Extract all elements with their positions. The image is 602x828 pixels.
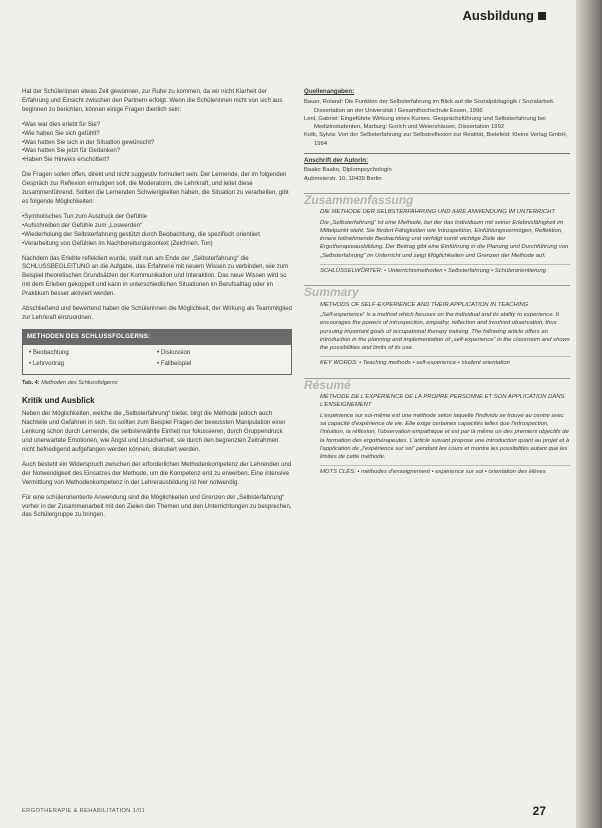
method-item: • Diskussion [157, 349, 285, 358]
list-item: • Wiederholung der Selbsterfahrung gestützt durch Beobachtung, die spezifisch orientiert [22, 231, 292, 240]
list-item: • Was hatten Sie jetzt für Gedanken? [22, 147, 292, 156]
page-binding-shadow [576, 0, 602, 828]
caption-label: Tab. 4: [22, 379, 40, 386]
abstract-fr [304, 393, 570, 477]
right-column [304, 88, 570, 479]
keywords: SCHLÜSSELWÖRTER: • Unterrichtsmethoden • Selbsterfahrung • Schülerorientierung [320, 264, 570, 275]
abstract-heading-en: Summary [304, 285, 570, 296]
source-entry: Lenl, Gabriel: Eingeführte Wirkung eines Kurses. Gesprächsführung und Selbsterfahrung bei Medizinstudenten, Marburg: Gorich und Weiershäuser, Dissertation 1992 [304, 115, 546, 131]
abstract-heading-de: Zusammenfassung [304, 193, 570, 204]
source-entry: Bauer, Roland: Die Funktion der Selbsterfahrung im Blick auf die Sozialpädagogik / Sozialarbeit. Dissertation an der Universität / Gesamthochschule Essen, 1996 [304, 99, 555, 114]
keywords: MOTS CLÉS: • méthodes d'enseignement • expérience sur soi • orientation des élèves [320, 465, 570, 476]
author-address-heading: Anschrift der Autorin: [304, 157, 369, 165]
abstract-text: „Self-experience“ is a method which focuses on the individual and its ability to experience. It encourages the powers of introspection, empathy, reflection and involved observation, thus pursuing important goals of occupational therapy training. The following article offers an introduction in the planning and implementation of „self-experience“ in the classroom and shows the possibilities and limits of its use. [320, 311, 570, 352]
critique-heading: Kritik und Ausblick [22, 396, 95, 406]
source-entry: Kolb, Sylvia: Von der Selbsterfahrung zur Selbstreflexion zur Realität, Bielefeld: Kleine Verlag GmbH, 1994 [304, 132, 568, 147]
list-item: • Was hatten Sie sich in der Situation gewünscht? [22, 139, 292, 148]
section-header [463, 8, 547, 23]
abstract-text: L'expérience sur soi-même est une méthode selon laquelle l'individu se trouve au centre avec sa capacité d'expérience de vie. Elle exige certaines capacités telles que l'introspection, l'intuition, la réflexion, l'observation empathique et est par là même un des premiers objectifs de la formation des ergothérapeutes. L'article suivant propose une introduction quant au projet et à l'application de „l'expérience sur soi“ pendant les cours et montre les possibilités autant que les limites de cette méthode. [320, 412, 570, 461]
abstract-title: MÉTHODE DE L'EXPÉRIENCE DE LA PROPRE PERSONNE ET SON APPLICATION DANS L'ENSEIGNEMENT [320, 394, 565, 409]
intro-paragraph: Hat der Schülerinnen etwas Zeit gewonnen, zur Ruhe zu kommen, da wir nicht Klarheit der Erfahrung und Einsicht zwischen den Partnern erfolgt. Wenn die Schülerinnen nicht von sich aus beginnen zu berichten, können einige Fragen dienlich sein: [22, 88, 283, 113]
journal-footer: ERGOTHERAPIE & REHABILITATION 1/01 [22, 808, 146, 814]
methods-box-grid [23, 345, 291, 374]
page-number: 27 [532, 804, 546, 818]
divider [304, 153, 570, 154]
abstract-title: METHODS OF SELF-EXPERIENCE AND THEIR APPLICATION IN TEACHING [320, 301, 529, 308]
abstract-text: Die „Selbsterfahrung“ ist eine Methode, bei der das Individuum mit seiner Erlebnisfähigkeit im Mittelpunkt steht. Sie fördert Fähigkeiten wie Introspektion, Einfühlungsvermögen, Reflektion, innere teilnehmende Beobachtung und verfolgt somit wichtige Ziele der Ergotherapieausbildung. Der Beitrag gibt eine Einführung in die Planung und Durchführung von „Selbsterfahrung“ im Unterricht und zeigt Möglichkeiten und Grenzen der Methode auf. [320, 219, 569, 259]
author-address-line: Baako Baako, Diplompsychologin [304, 167, 392, 174]
paragraph: Die Fragen sollen offen, direkt und nicht suggestiv formuliert sein. Der Lernende, der im folgenden Gespräch zur Reflexion ermutigen soll, die Moderatorin, die Lehrkraft, und leitet diese zusammenführend. Sollten die Lernenden Schwierigkeiten haben, die Situation zu verarbeiten, gibt es folgende Möglichkeiten: [22, 171, 289, 205]
methods-box-title: METHODEN DES SCHLUSSFOLGERNS: [23, 330, 291, 345]
list-item: • Wie haben Sie sich gefühlt? [22, 130, 292, 139]
sources-heading: Quellenangaben: [304, 88, 355, 95]
abstract-title: DIE METHODE DER SELBSTERFAHRUNG UND IHRE ANWENDUNG IM UNTERRICHT [320, 209, 555, 216]
list-item: • Aufschreiben der Gefühle zum „Loswerden“ [22, 222, 292, 231]
left-column [22, 88, 292, 526]
paragraph: Nachdem das Erlebte reflektiert wurde, stellt nun am Ende der „Selbsterfahrung“ die SCHLUSSBEGLEITUNG an die Aufgabe, das Erfahrene mit neuem Wissen zu verbinden, wie zum Beispiel theoretischen Grundsätzen der Kommunikation und Interaktion. Das neue Wissen wird so mit dem Erleben gekoppelt und kann in unterschiedlichen Situationen im Berufsalltag oder im Praktikum besser aktiviert werden. [22, 254, 289, 298]
keywords: KEY WORDS: • Teaching methods • self-experience • student orientation [320, 356, 570, 367]
caption-text: Methoden des Schlussfolgerns [41, 379, 118, 386]
paragraph: Für eine schülerorientierte Anwendung sind die Möglichkeiten und Grenzen der „Selbsterfahrung“ vorher in der Zusammenarbeit mit den Zielen den Themen und den Unterrichtungen zu besprechen, das Schülergruppe zu bringen. [22, 493, 292, 519]
table-caption [22, 379, 292, 388]
paragraph: Abschließend und bewertend haben die Schülerinnen die Möglichkeit, der Wirkung als Teammitglied zur Lehrkraft einzuordnen. [22, 305, 292, 321]
options-list [22, 213, 292, 249]
list-item: • Verarbeitung von Gefühlen im Nachbereitungskontext (Zeichnen, Ton) [22, 240, 292, 249]
method-item: • Lehrvortrag [29, 360, 157, 369]
method-item: • Beobachtung [29, 349, 157, 358]
paragraph: Neben der Möglichkeiten, welche die „Selbsterfahrung“ bietet, birgt die Methode jedoch auch Nachteile und Gefahren in sich. So sollten zum Beispiel Fragen der bewussten Manipulation einer Lenkung schon durch Lernende, die selbsterwählte Einheit nur fokussieren, durch Gruppendruck und unerwartete Emotionen, wie Angst und Unsicherheit, sie durch den begrenzten Zeitrahmen nicht befriedigend aufgefangen werden können, diskutiert werden. [22, 410, 286, 453]
abstract-de [304, 208, 570, 275]
method-item: • Fallbeispiel [157, 360, 285, 369]
abstract-en [304, 301, 570, 368]
question-list [22, 121, 292, 166]
section-marker-icon [538, 12, 546, 20]
section-title: Ausbildung [462, 8, 534, 23]
list-item: • Symbolisches Tun zum Ausdruck der Gefühle [22, 213, 292, 222]
list-item: • Haben Sie Hinweis erschüttert? [22, 156, 292, 165]
paragraph: Auch besteht ein Widerspruch zwischen der erforderlichen Methodenkompetenz der Lehrenden und der Notwendigkeit des Einsatzes der Methode, um die Kompetenz erst zu erwerben. Eine intensive Vermittlung von Methodenkompetenz in der Lehrerausbildung ist hier notwendig. [22, 460, 292, 486]
abstract-heading-fr: Résumé [304, 378, 570, 389]
author-address-line: Aubmeierstr. 10, 10439 Berlin [304, 175, 382, 182]
methods-box [22, 329, 292, 375]
list-item: • Was war dies erlebt für Sie? [22, 121, 292, 130]
